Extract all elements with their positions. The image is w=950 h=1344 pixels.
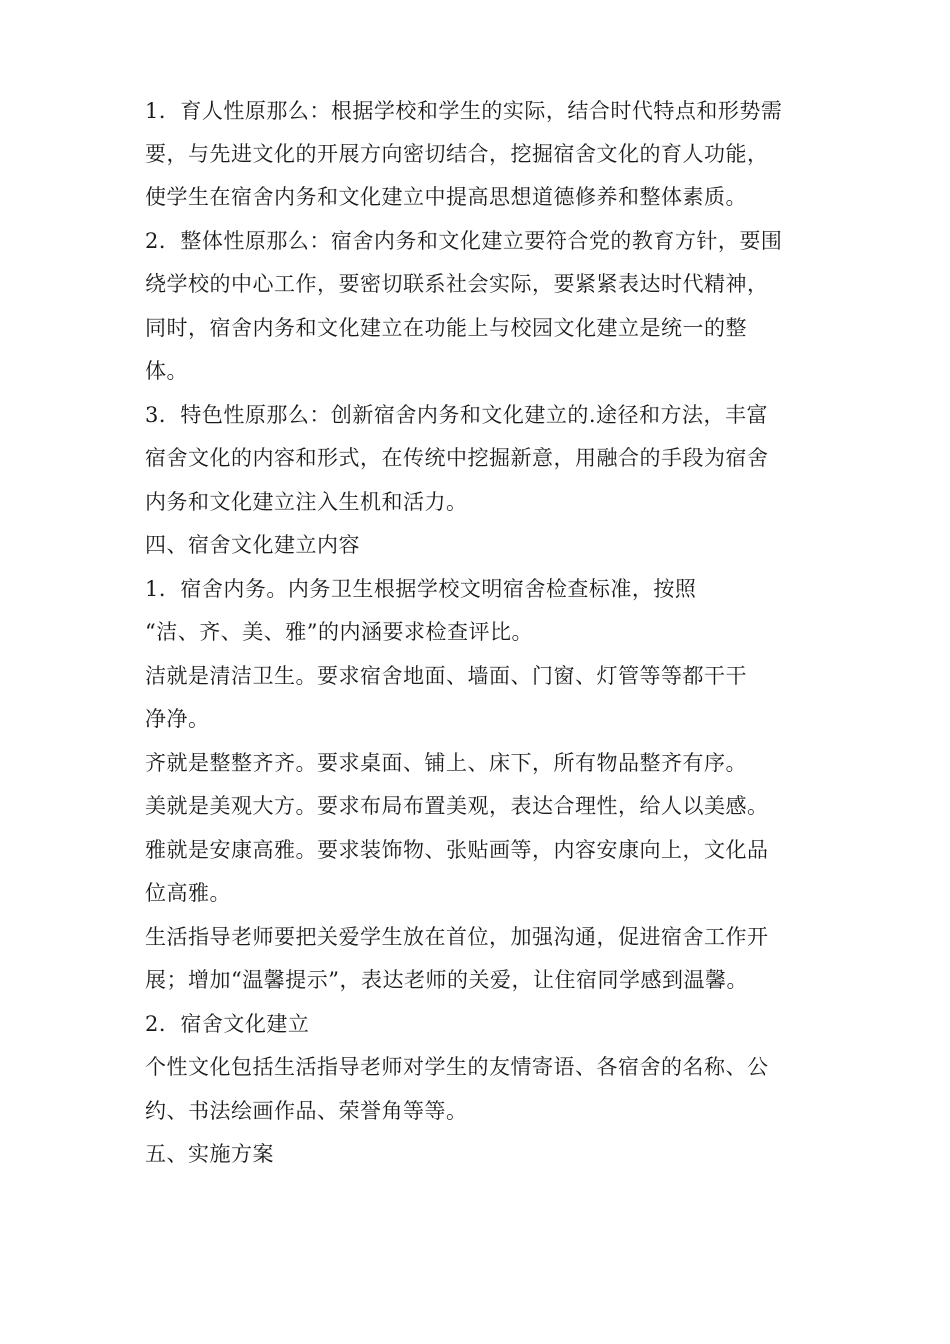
text-line: 3．特色性原那么：创新宿舍内务和文化建立的.途径和方法，丰富	[145, 403, 769, 427]
text-line: 2．宿舍文化建立	[145, 1012, 310, 1036]
text-line: 雅就是安康高雅。要求装饰物、张贴画等，内容安康向上，文化品	[145, 838, 769, 862]
text-line: 体。	[145, 359, 188, 383]
text-line: 使学生在宿舍内务和文化建立中提高思想道德修养和整体素质。	[145, 185, 747, 209]
text-line: 洁就是清洁卫生。要求宿舍地面、墙面、门窗、灯管等等都干干	[145, 664, 747, 688]
text-line: 位高雅。	[145, 881, 231, 905]
text-line: 1．育人性原那么：根据学校和学生的实际，结合时代特点和形势需	[145, 99, 783, 123]
text-line: 2．整体性原那么：宿舍内务和文化建立要符合党的教育方针，要围	[145, 229, 783, 253]
section-heading: 四、宿舍文化建立内容	[145, 533, 360, 557]
text-line: 齐就是整整齐齐。要求桌面、铺上、床下，所有物品整齐有序。	[145, 751, 747, 775]
text-line: 净净。	[145, 707, 210, 731]
text-line: 宿舍文化的内容和形式，在传统中挖掘新意，用融合的手段为宿舍	[145, 446, 769, 470]
section-heading: 五、实施方案	[145, 1142, 274, 1166]
text-line: 1．宿舍内务。内务卫生根据学校文明宿舍检查标准，按照	[145, 577, 697, 601]
text-line: 美就是美观大方。要求布局布置美观，表达合理性，给人以美感。	[145, 794, 769, 818]
text-line: “洁、齐、美、雅”的内涵要求检查评比。	[145, 620, 533, 644]
text-line: 约、书法绘画作品、荣誉角等等。	[145, 1099, 468, 1123]
text-line: 绕学校的中心工作，要密切联系社会实际，要紧紧表达时代精神，	[145, 272, 769, 296]
text-line: 要，与先进文化的开展方向密切结合，挖掘宿舍文化的育人功能，	[145, 142, 769, 166]
text-line: 内务和文化建立注入生机和活力。	[145, 490, 468, 514]
text-line: 个性文化包括生活指导老师对学生的友情寄语、各宿舍的名称、公	[145, 1055, 769, 1079]
text-line: 同时，宿舍内务和文化建立在功能上与校园文化建立是统一的整	[145, 316, 747, 340]
text-line: 展；增加“温馨提示”，表达老师的关爱，让住宿同学感到温馨。	[145, 968, 748, 992]
text-line: 生活指导老师要把关爱学生放在首位，加强沟通，促进宿舍工作开	[145, 925, 769, 949]
